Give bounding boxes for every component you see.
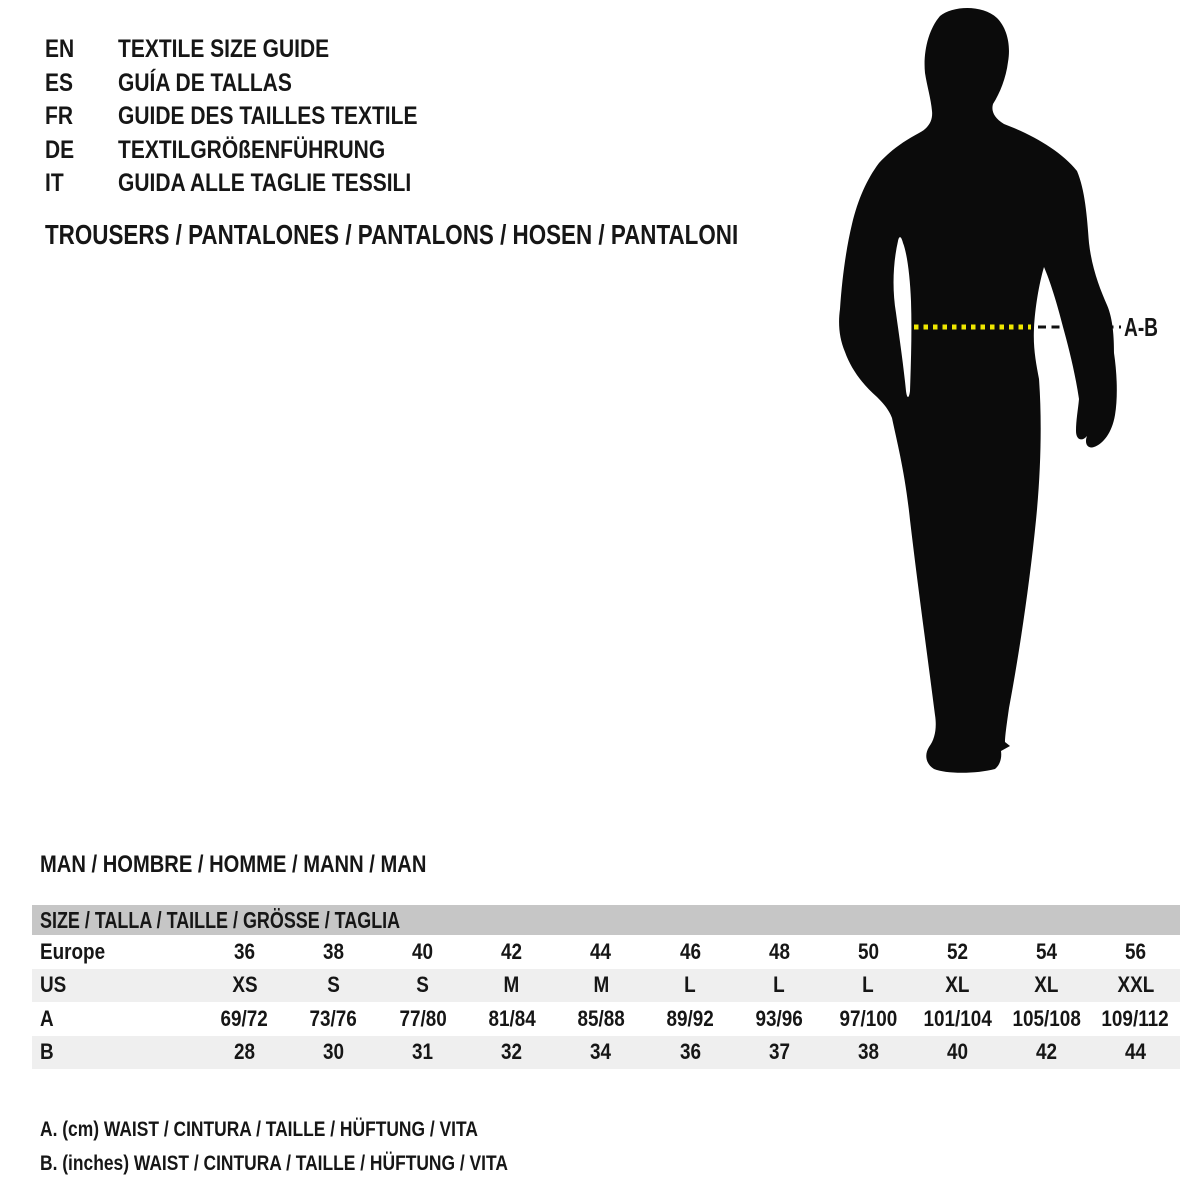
size-cell-text: L <box>684 972 696 998</box>
size-cell-text: 77/80 <box>399 1005 447 1031</box>
size-cell-text: 38 <box>857 1039 879 1065</box>
size-cell-text: 44 <box>590 938 612 964</box>
size-cell-text: S <box>416 972 430 998</box>
language-code-text: ES <box>45 68 74 97</box>
footnote-text: A. (cm) WAIST / CINTURA / TAILLE / HÜFTUNG / VITA <box>40 1117 478 1142</box>
size-cell <box>645 972 734 998</box>
size-cell <box>467 1039 556 1065</box>
size-cell-text: 56 <box>1124 938 1146 964</box>
size-cell <box>913 972 1002 998</box>
size-cell <box>556 1039 645 1065</box>
size-cell-text: 73/76 <box>309 1005 358 1031</box>
size-cell <box>467 1006 556 1032</box>
measure-footnotes <box>40 1113 618 1180</box>
size-cell-text: S <box>327 972 340 998</box>
size-cell-text: 30 <box>323 1039 345 1065</box>
size-cell <box>1002 1039 1091 1065</box>
size-cell <box>1091 1039 1180 1065</box>
size-cell <box>378 1006 467 1032</box>
size-cell <box>824 1039 913 1065</box>
size-cell-text: XL <box>1034 972 1059 998</box>
size-table <box>32 905 1180 1069</box>
language-title-text: GUIDA ALLE TAGLIE TESSILI <box>118 169 412 198</box>
size-cell-text: 31 <box>412 1039 434 1065</box>
language-code-text: FR <box>45 102 73 131</box>
size-cell <box>1002 972 1091 998</box>
size-row-label-text: Europe <box>40 938 106 964</box>
footnote-text: B. (inches) WAIST / CINTURA / TAILLE / HÜFTUNG / VITA <box>40 1150 508 1175</box>
size-cell <box>289 939 378 965</box>
size-cell <box>200 1039 289 1065</box>
size-cell-text: 52 <box>946 938 968 964</box>
language-title-text: GUIDE DES TAILLES TEXTILE <box>118 102 418 131</box>
size-cell-text: 42 <box>1035 1039 1057 1065</box>
size-cell <box>1091 972 1180 998</box>
size-cell-text: 50 <box>857 938 879 964</box>
size-cell-text: M <box>503 972 520 998</box>
size-cell <box>913 939 1002 965</box>
size-cell-text: 48 <box>768 938 790 964</box>
size-cell-text: 101/104 <box>923 1005 992 1031</box>
size-cell <box>645 1039 734 1065</box>
size-table-row <box>32 1036 1180 1070</box>
size-cell <box>645 939 734 965</box>
size-cell <box>735 939 824 965</box>
size-row-label-text: A <box>40 1005 54 1031</box>
size-cell-text: 46 <box>679 938 701 964</box>
size-row-label <box>32 1039 200 1065</box>
size-cell <box>1002 939 1091 965</box>
size-cell <box>824 1006 913 1032</box>
size-cell-text: 38 <box>323 938 345 964</box>
size-row-label-text: US <box>40 972 67 998</box>
size-row-label-text: B <box>40 1039 54 1065</box>
gender-heading <box>40 851 500 879</box>
size-cell <box>913 1039 1002 1065</box>
size-cell <box>556 939 645 965</box>
language-title-text: TEXTILGRÖßENFÜHRUNG <box>118 135 386 164</box>
size-cell <box>735 1039 824 1065</box>
size-cell <box>1002 1006 1091 1032</box>
size-cell-text: 34 <box>590 1039 612 1065</box>
waist-measure-label: A-B <box>1124 312 1158 342</box>
size-cell <box>378 939 467 965</box>
size-cell-text: 97/100 <box>839 1005 898 1031</box>
size-cell <box>289 972 378 998</box>
size-cell <box>1091 1006 1180 1032</box>
footnote-line <box>40 1147 618 1181</box>
size-cell <box>556 972 645 998</box>
language-title-text: GUÍA DE TALLAS <box>118 68 292 97</box>
size-cell-text: M <box>593 972 609 998</box>
size-cell-text: 42 <box>501 938 523 964</box>
size-cell <box>1091 939 1180 965</box>
size-cell-text: XS <box>231 972 258 998</box>
size-cell-text: 105/108 <box>1012 1005 1081 1031</box>
size-cell-text: XL <box>945 972 970 998</box>
footnote-line <box>40 1113 618 1147</box>
size-row-label <box>32 972 200 998</box>
size-cell-text: 44 <box>1124 1039 1146 1065</box>
size-cell-text: 36 <box>234 938 256 964</box>
size-table-row <box>32 969 1180 1003</box>
size-cell-text: 93/96 <box>755 1005 803 1031</box>
size-cell-text: 54 <box>1035 938 1057 964</box>
size-cell-text: 40 <box>412 938 434 964</box>
size-cell-text: 69/72 <box>220 1005 269 1031</box>
size-cell-text: 109/112 <box>1101 1005 1170 1031</box>
size-cell <box>913 1006 1002 1032</box>
language-title-text: TEXTILE SIZE GUIDE <box>118 35 330 64</box>
size-cell <box>200 939 289 965</box>
language-code-text: IT <box>45 169 64 198</box>
size-cell <box>645 1006 734 1032</box>
size-cell <box>556 1006 645 1032</box>
size-cell-text: 40 <box>946 1039 968 1065</box>
man-silhouette-path <box>839 8 1117 773</box>
product-heading-text: TROUSERS / PANTALONES / PANTALONS / HOSEN / PANTALONI <box>45 219 739 250</box>
size-table-row <box>32 935 1180 969</box>
size-table-body <box>32 935 1180 1069</box>
size-cell <box>289 1006 378 1032</box>
size-cell <box>467 939 556 965</box>
size-cell <box>824 939 913 965</box>
size-cell-text: 36 <box>679 1039 701 1065</box>
size-cell <box>378 1039 467 1065</box>
size-cell <box>289 1039 378 1065</box>
size-table-header <box>32 905 1180 935</box>
size-cell <box>735 1006 824 1032</box>
size-cell <box>200 1006 289 1032</box>
language-code-text: DE <box>45 135 75 164</box>
size-cell <box>378 972 467 998</box>
size-row-label <box>32 939 200 965</box>
size-cell-text: 32 <box>501 1039 523 1065</box>
size-cell <box>735 972 824 998</box>
size-cell-text: 28 <box>234 1039 256 1065</box>
size-cell-text: 85/88 <box>577 1005 625 1031</box>
size-cell-text: XXL <box>1117 972 1154 998</box>
size-row-label <box>32 1006 200 1032</box>
size-cell-text: 89/92 <box>666 1005 714 1031</box>
size-cell <box>200 972 289 998</box>
size-cell <box>824 972 913 998</box>
size-cell-text: L <box>773 972 785 998</box>
size-cell-text: 81/84 <box>488 1005 536 1031</box>
size-cell-text: L <box>862 972 874 998</box>
size-table-header-text: SIZE / TALLA / TAILLE / GRÖSSE / TAGLIA <box>40 907 401 933</box>
language-code-text: EN <box>45 35 75 64</box>
gender-heading-text: MAN / HOMBRE / HOMME / MANN / MAN <box>40 851 427 878</box>
size-table-row <box>32 1002 1180 1036</box>
size-cell-text: 37 <box>768 1039 790 1065</box>
size-cell <box>467 972 556 998</box>
